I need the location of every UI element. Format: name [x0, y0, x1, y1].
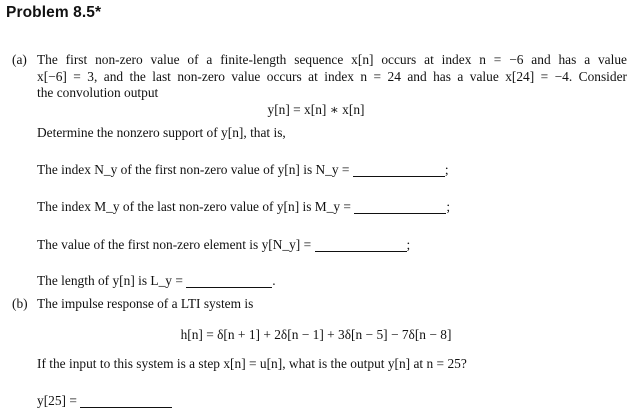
answer-blank-ly[interactable]	[186, 287, 272, 288]
question-length-text: The length of y[n] is L_y =	[37, 273, 183, 288]
support-intro: Determine the nonzero support of y[n], that is,	[37, 125, 286, 140]
part-a-label: (a)	[12, 52, 27, 67]
part-a-line-2: x[−6] = 3, and the last non-zero value occurs at index n = 24 and has a value x[24] = −4. Consider	[37, 69, 627, 84]
convolution-equation: y[n] = x[n] ∗ x[n]	[267, 102, 365, 117]
problem-title: Problem 8.5*	[6, 4, 102, 21]
answer-blank-my[interactable]	[354, 213, 446, 214]
semicolon: ;	[446, 199, 451, 214]
part-b-label: (b)	[12, 296, 28, 311]
part-b-line-1: The impulse response of a LTI system is	[37, 296, 254, 311]
question-first-index-text: The index N_y of the first non-zero value of y[n] is N_y =	[37, 162, 350, 177]
semicolon: ;	[406, 237, 411, 252]
question-last-index	[37, 199, 450, 215]
part-a-line-1: The first non-zero value of a finite-length sequence x[n] occurs at index n = −6 and has a value	[37, 52, 627, 67]
period: .	[272, 273, 276, 288]
impulse-response-equation: h[n] = δ[n + 1] + 2δ[n − 1] + 3δ[n − 5] − 7δ[n − 8]	[180, 327, 452, 342]
answer-blank-ny[interactable]	[353, 176, 445, 177]
part-a-line-3: the convolution output	[37, 85, 159, 100]
answer-blank-yny[interactable]	[315, 251, 407, 252]
question-length	[37, 273, 276, 289]
answer-y25	[37, 393, 172, 409]
part-b-question: If the input to this system is a step x[n] = u[n], what is the output y[n] at n = 25?	[37, 356, 467, 371]
question-first-value-text: The value of the first non-zero element is y[N_y] =	[37, 237, 312, 252]
question-last-index-text: The index M_y of the last non-zero value of y[n] is M_y =	[37, 199, 351, 214]
answer-y25-label: y[25] =	[37, 393, 77, 408]
question-first-index	[37, 162, 449, 178]
question-first-value	[37, 237, 410, 253]
semicolon: ;	[444, 162, 449, 177]
answer-blank-y25[interactable]	[80, 407, 172, 408]
